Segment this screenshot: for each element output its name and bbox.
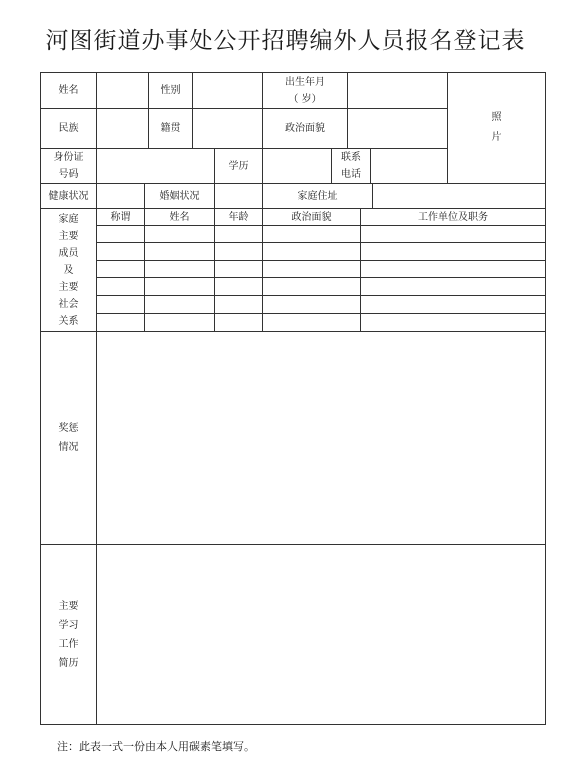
border-right <box>545 72 546 725</box>
ethnicity-field[interactable] <box>97 109 148 148</box>
ethnicity-label: 民族 <box>58 123 79 134</box>
form-note: 注：此表一式一份由本人用碳素笔填写。 <box>57 740 255 753</box>
border-bottom <box>40 724 546 725</box>
health-field[interactable] <box>97 184 144 208</box>
family-label-line: 成员 <box>58 247 79 259</box>
rewards-label-line: 情况 <box>58 442 79 453</box>
gender-field[interactable] <box>193 73 262 108</box>
photo-label-line1: 照 <box>491 112 502 123</box>
address-field[interactable] <box>373 184 545 208</box>
birth-label <box>263 73 347 108</box>
gender-label: 性别 <box>160 85 181 96</box>
name-field[interactable] <box>97 73 148 108</box>
marital-field[interactable] <box>215 184 262 208</box>
resume-field[interactable] <box>97 545 545 724</box>
name-label: 姓名 <box>58 85 79 96</box>
family-label-line: 家庭 <box>58 213 79 225</box>
family-label-line: 关系 <box>58 315 79 327</box>
phone-label <box>332 149 370 183</box>
family-header-relation: 称谓 <box>110 211 131 223</box>
education-label: 学历 <box>228 160 249 172</box>
photo-box[interactable] <box>448 73 545 183</box>
birth-label-line2: （ 岁） <box>288 93 322 105</box>
family-label-line: 主要 <box>58 230 79 242</box>
political-status-field[interactable] <box>348 109 447 148</box>
phone-label-line1: 联系 <box>341 152 361 163</box>
education-field[interactable] <box>263 149 331 183</box>
family-header-age: 年龄 <box>228 211 249 223</box>
birth-field[interactable] <box>348 73 447 108</box>
rewards-field[interactable] <box>97 332 545 544</box>
family-label-line: 及 <box>63 264 74 276</box>
resume-label-line: 工作 <box>58 638 79 650</box>
marital-label: 婚姻状况 <box>159 190 200 202</box>
family-header-political: 政治面貌 <box>291 211 332 223</box>
family-label-line: 社会 <box>58 298 79 310</box>
address-label: 家庭住址 <box>297 190 338 202</box>
id-number-field[interactable] <box>97 149 214 183</box>
political-status-label: 政治面貌 <box>285 123 325 134</box>
rewards-label-line: 奖惩 <box>58 423 79 434</box>
family-rows-area[interactable] <box>97 226 545 331</box>
rewards-label <box>41 332 96 544</box>
family-label <box>41 209 96 331</box>
phone-label-line2: 电话 <box>341 169 361 180</box>
native-place-field[interactable] <box>193 109 262 148</box>
resume-label-line: 简历 <box>58 657 79 669</box>
health-label: 健康状况 <box>48 190 89 202</box>
resume-label-line: 学习 <box>58 619 79 631</box>
form-title: 河图街道办事处公开招聘编外人员报名登记表 <box>45 28 526 54</box>
phone-field[interactable] <box>371 149 447 183</box>
resume-label <box>41 545 96 724</box>
family-header-work: 工作单位及职务 <box>418 211 488 223</box>
resume-label-line: 主要 <box>58 600 79 612</box>
photo-label-line2: 片 <box>491 132 502 143</box>
birth-label-line1: 出生年月 <box>285 76 325 88</box>
id-label-line2: 号码 <box>58 169 79 180</box>
family-header-name: 姓名 <box>169 211 190 223</box>
family-label-line: 主要 <box>58 281 79 293</box>
id-number-label <box>41 149 96 183</box>
id-label-line1: 身份证 <box>53 152 84 163</box>
native-place-label: 籍贯 <box>160 123 181 134</box>
